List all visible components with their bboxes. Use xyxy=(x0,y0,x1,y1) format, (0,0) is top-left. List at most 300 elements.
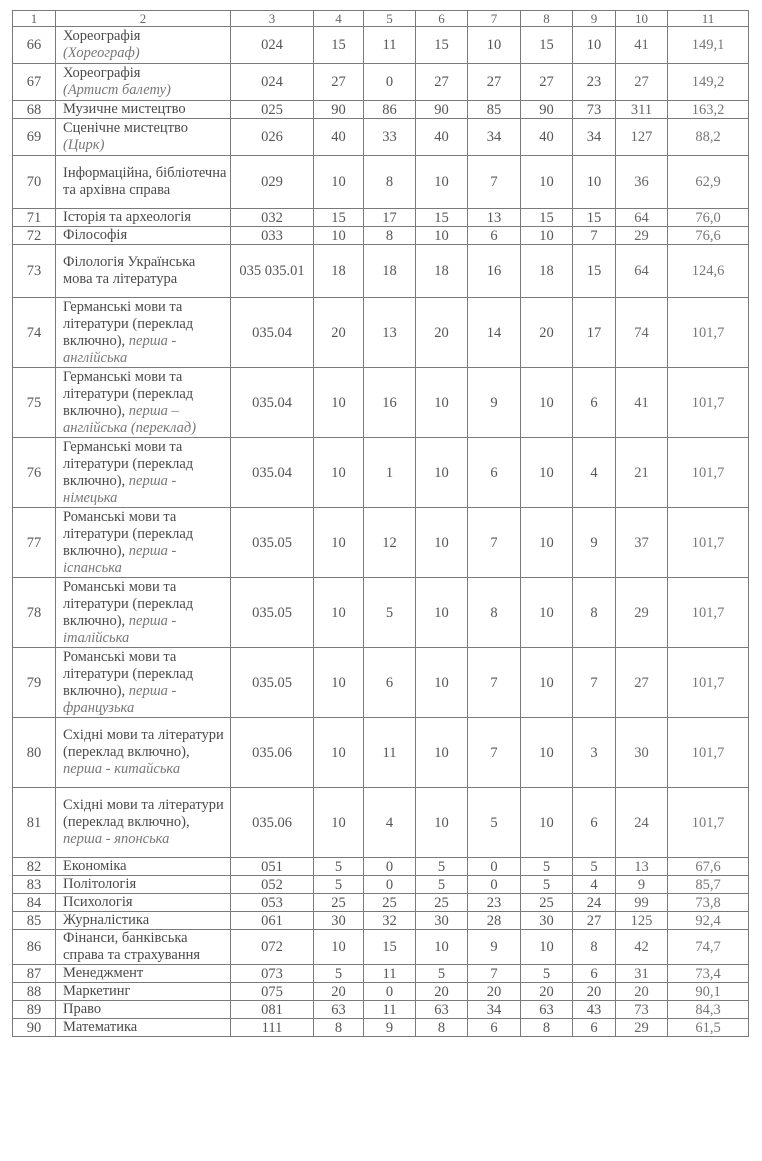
table-row xyxy=(13,119,749,156)
row-number-cell: 66 xyxy=(13,27,56,64)
value-cell-col-8: 15 xyxy=(521,209,573,227)
value-cell-col-10: 30 xyxy=(616,718,668,788)
row-number-cell: 67 xyxy=(13,64,56,101)
column-header: 2 xyxy=(56,11,231,27)
value-cell-col-8: 10 xyxy=(521,508,573,578)
column-header: 1 xyxy=(13,11,56,27)
specialty-code-cell: 035.05 xyxy=(231,578,314,648)
value-cell-col-6: 20 xyxy=(416,983,468,1001)
value-cell-col-7: 6 xyxy=(468,438,521,508)
value-cell-col-10: 127 xyxy=(616,119,668,156)
row-number-cell: 80 xyxy=(13,718,56,788)
specialty-qualification: перша - англійська xyxy=(63,332,177,366)
value-cell-col-4: 10 xyxy=(314,438,364,508)
column-header: 9 xyxy=(573,11,616,27)
row-number-cell: 70 xyxy=(13,156,56,209)
specialty-qualification: перша - французька xyxy=(63,682,177,716)
specialty-code-cell: 035.05 xyxy=(231,648,314,718)
value-cell-col-5: 0 xyxy=(364,858,416,876)
value-cell-col-10: 9 xyxy=(616,876,668,894)
value-cell-col-7: 14 xyxy=(468,298,521,368)
column-header: 3 xyxy=(231,11,314,27)
value-cell-col-4: 30 xyxy=(314,912,364,930)
specialty-name-cell xyxy=(56,438,231,508)
value-cell-col-4: 10 xyxy=(314,368,364,438)
value-cell-col-10: 29 xyxy=(616,227,668,245)
value-cell-col-10: 37 xyxy=(616,508,668,578)
value-cell-col-10: 27 xyxy=(616,64,668,101)
value-cell-col-9: 7 xyxy=(573,648,616,718)
value-cell-col-5: 16 xyxy=(364,368,416,438)
value-cell-col-8: 40 xyxy=(521,119,573,156)
value-cell-col-4: 90 xyxy=(314,101,364,119)
value-cell-col-8: 25 xyxy=(521,894,573,912)
specialty-name: Інформаційна, бібліотечна та архівна справа xyxy=(63,165,227,198)
value-cell-col-11: 124,6 xyxy=(668,245,749,298)
value-cell-col-8: 5 xyxy=(521,965,573,983)
table-row xyxy=(13,578,749,648)
table-row xyxy=(13,894,749,912)
row-number-cell: 87 xyxy=(13,965,56,983)
specialty-name-cell xyxy=(56,858,231,876)
table-row xyxy=(13,156,749,209)
value-cell-col-5: 11 xyxy=(364,965,416,983)
value-cell-col-4: 18 xyxy=(314,245,364,298)
value-cell-col-10: 73 xyxy=(616,1001,668,1019)
value-cell-col-8: 10 xyxy=(521,578,573,648)
specialty-qualification: (Хореограф) xyxy=(63,45,140,61)
table-row xyxy=(13,368,749,438)
specialty-code-cell: 035.05 xyxy=(231,508,314,578)
value-cell-col-7: 34 xyxy=(468,1001,521,1019)
value-cell-col-11: 149,2 xyxy=(668,64,749,101)
value-cell-col-9: 4 xyxy=(573,438,616,508)
value-cell-col-6: 10 xyxy=(416,227,468,245)
specialty-name-cell xyxy=(56,298,231,368)
specialty-name-cell xyxy=(56,965,231,983)
value-cell-col-7: 16 xyxy=(468,245,521,298)
value-cell-col-8: 10 xyxy=(521,788,573,858)
row-number-cell: 90 xyxy=(13,1019,56,1037)
row-number-cell: 82 xyxy=(13,858,56,876)
column-header: 5 xyxy=(364,11,416,27)
value-cell-col-9: 8 xyxy=(573,930,616,965)
row-number-cell: 88 xyxy=(13,983,56,1001)
value-cell-col-11: 88,2 xyxy=(668,119,749,156)
specialty-name-cell xyxy=(56,245,231,298)
specialty-name-cell xyxy=(56,1019,231,1037)
specialty-code-cell: 081 xyxy=(231,1001,314,1019)
value-cell-col-7: 5 xyxy=(468,788,521,858)
value-cell-col-9: 9 xyxy=(573,508,616,578)
table-row xyxy=(13,930,749,965)
specialty-code-cell: 111 xyxy=(231,1019,314,1037)
specialty-code-cell: 035.06 xyxy=(231,788,314,858)
row-number-cell: 73 xyxy=(13,245,56,298)
value-cell-col-6: 10 xyxy=(416,578,468,648)
value-cell-col-9: 34 xyxy=(573,119,616,156)
value-cell-col-6: 10 xyxy=(416,788,468,858)
table-row xyxy=(13,1001,749,1019)
value-cell-col-8: 30 xyxy=(521,912,573,930)
row-number-cell: 86 xyxy=(13,930,56,965)
specialty-name: Економіка xyxy=(63,858,127,874)
value-cell-col-4: 20 xyxy=(314,983,364,1001)
value-cell-col-7: 9 xyxy=(468,368,521,438)
value-cell-col-4: 15 xyxy=(314,27,364,64)
column-header: 4 xyxy=(314,11,364,27)
row-number-cell: 77 xyxy=(13,508,56,578)
value-cell-col-6: 8 xyxy=(416,1019,468,1037)
value-cell-col-7: 7 xyxy=(468,508,521,578)
table-row xyxy=(13,1019,749,1037)
specialty-name-cell xyxy=(56,930,231,965)
value-cell-col-11: 92,4 xyxy=(668,912,749,930)
column-header: 8 xyxy=(521,11,573,27)
table-row xyxy=(13,298,749,368)
value-cell-col-6: 27 xyxy=(416,64,468,101)
specialty-name-cell xyxy=(56,508,231,578)
value-cell-col-8: 20 xyxy=(521,298,573,368)
value-cell-col-11: 73,8 xyxy=(668,894,749,912)
value-cell-col-6: 20 xyxy=(416,298,468,368)
value-cell-col-7: 13 xyxy=(468,209,521,227)
value-cell-col-9: 10 xyxy=(573,156,616,209)
specialty-name: Східні мови та літератури (переклад включно), xyxy=(63,727,224,760)
specialty-name-cell xyxy=(56,648,231,718)
specialty-name: Хореографія xyxy=(63,28,141,44)
value-cell-col-11: 84,3 xyxy=(668,1001,749,1019)
value-cell-col-9: 6 xyxy=(573,1019,616,1037)
specialty-code-cell: 024 xyxy=(231,27,314,64)
column-header: 11 xyxy=(668,11,749,27)
value-cell-col-4: 5 xyxy=(314,965,364,983)
value-cell-col-7: 9 xyxy=(468,930,521,965)
specialty-code-cell: 025 xyxy=(231,101,314,119)
specialty-name-cell xyxy=(56,368,231,438)
value-cell-col-8: 20 xyxy=(521,983,573,1001)
table-row xyxy=(13,101,749,119)
value-cell-col-5: 17 xyxy=(364,209,416,227)
specialty-name-cell xyxy=(56,27,231,64)
value-cell-col-10: 21 xyxy=(616,438,668,508)
row-number-cell: 68 xyxy=(13,101,56,119)
specialty-name-cell xyxy=(56,119,231,156)
value-cell-col-5: 0 xyxy=(364,983,416,1001)
specialty-qualification: перша - японська xyxy=(63,831,170,847)
value-cell-col-4: 10 xyxy=(314,227,364,245)
value-cell-col-4: 15 xyxy=(314,209,364,227)
value-cell-col-5: 8 xyxy=(364,156,416,209)
specialty-name: Романські мови та літератури (переклад включно), xyxy=(63,508,194,559)
value-cell-col-11: 61,5 xyxy=(668,1019,749,1037)
value-cell-col-8: 18 xyxy=(521,245,573,298)
value-cell-col-5: 8 xyxy=(364,227,416,245)
row-number-cell: 81 xyxy=(13,788,56,858)
table-row xyxy=(13,64,749,101)
specialty-name: Романські мови та літератури (переклад включно), xyxy=(63,648,194,699)
value-cell-col-11: 74,7 xyxy=(668,930,749,965)
value-cell-col-10: 311 xyxy=(616,101,668,119)
row-number-cell: 76 xyxy=(13,438,56,508)
value-cell-col-6: 10 xyxy=(416,438,468,508)
value-cell-col-6: 10 xyxy=(416,930,468,965)
value-cell-col-9: 5 xyxy=(573,858,616,876)
value-cell-col-6: 25 xyxy=(416,894,468,912)
specialty-name: Політологія xyxy=(63,876,137,892)
specialty-code-cell: 073 xyxy=(231,965,314,983)
value-cell-col-8: 10 xyxy=(521,648,573,718)
value-cell-col-6: 10 xyxy=(416,156,468,209)
specialty-code-cell: 024 xyxy=(231,64,314,101)
specialty-code-cell: 033 xyxy=(231,227,314,245)
specialty-name: Германські мови та літератури (переклад включно), xyxy=(63,298,194,349)
value-cell-col-11: 62,9 xyxy=(668,156,749,209)
value-cell-col-5: 6 xyxy=(364,648,416,718)
value-cell-col-7: 7 xyxy=(468,648,521,718)
specialty-name-cell xyxy=(56,894,231,912)
value-cell-col-11: 101,7 xyxy=(668,298,749,368)
value-cell-col-7: 7 xyxy=(468,965,521,983)
column-header: 10 xyxy=(616,11,668,27)
value-cell-col-5: 0 xyxy=(364,64,416,101)
specialty-name-cell xyxy=(56,578,231,648)
value-cell-col-5: 13 xyxy=(364,298,416,368)
specialty-name: Філософія xyxy=(63,227,128,243)
specialty-name-cell xyxy=(56,101,231,119)
value-cell-col-9: 8 xyxy=(573,578,616,648)
value-cell-col-6: 5 xyxy=(416,858,468,876)
value-cell-col-9: 43 xyxy=(573,1001,616,1019)
specialty-name: Фінанси, банківська справа та страхування xyxy=(63,930,201,963)
value-cell-col-5: 12 xyxy=(364,508,416,578)
value-cell-col-4: 10 xyxy=(314,648,364,718)
value-cell-col-5: 86 xyxy=(364,101,416,119)
value-cell-col-6: 10 xyxy=(416,718,468,788)
value-cell-col-8: 10 xyxy=(521,718,573,788)
value-cell-col-10: 36 xyxy=(616,156,668,209)
value-cell-col-9: 15 xyxy=(573,245,616,298)
value-cell-col-8: 8 xyxy=(521,1019,573,1037)
value-cell-col-7: 85 xyxy=(468,101,521,119)
value-cell-col-6: 40 xyxy=(416,119,468,156)
value-cell-col-4: 10 xyxy=(314,578,364,648)
value-cell-col-7: 6 xyxy=(468,227,521,245)
specialty-name-cell xyxy=(56,209,231,227)
value-cell-col-8: 10 xyxy=(521,156,573,209)
value-cell-col-6: 10 xyxy=(416,648,468,718)
value-cell-col-11: 101,7 xyxy=(668,508,749,578)
specialty-name: Філологія Українська мова та література xyxy=(63,254,196,287)
value-cell-col-8: 15 xyxy=(521,27,573,64)
row-number-cell: 83 xyxy=(13,876,56,894)
specialty-name-cell xyxy=(56,983,231,1001)
value-cell-col-5: 11 xyxy=(364,1001,416,1019)
value-cell-col-7: 20 xyxy=(468,983,521,1001)
specialty-name: Маркетинг xyxy=(63,983,131,999)
specialty-name: Східні мови та літератури (переклад включно), xyxy=(63,797,224,830)
specialty-name: Хореографія xyxy=(63,65,141,81)
value-cell-col-9: 24 xyxy=(573,894,616,912)
value-cell-col-5: 4 xyxy=(364,788,416,858)
table-row xyxy=(13,27,749,64)
value-cell-col-8: 27 xyxy=(521,64,573,101)
value-cell-col-4: 5 xyxy=(314,876,364,894)
row-number-cell: 84 xyxy=(13,894,56,912)
value-cell-col-4: 10 xyxy=(314,930,364,965)
specialty-qualification: (Артист балету) xyxy=(63,82,171,98)
value-cell-col-10: 13 xyxy=(616,858,668,876)
column-header: 6 xyxy=(416,11,468,27)
value-cell-col-9: 10 xyxy=(573,27,616,64)
value-cell-col-5: 32 xyxy=(364,912,416,930)
value-cell-col-6: 5 xyxy=(416,965,468,983)
value-cell-col-6: 10 xyxy=(416,508,468,578)
value-cell-col-11: 101,7 xyxy=(668,648,749,718)
specialty-name: Менеджмент xyxy=(63,965,144,981)
value-cell-col-7: 6 xyxy=(468,1019,521,1037)
table-row xyxy=(13,209,749,227)
value-cell-col-11: 101,7 xyxy=(668,578,749,648)
value-cell-col-4: 8 xyxy=(314,1019,364,1037)
value-cell-col-11: 149,1 xyxy=(668,27,749,64)
value-cell-col-5: 5 xyxy=(364,578,416,648)
value-cell-col-4: 10 xyxy=(314,156,364,209)
value-cell-col-10: 99 xyxy=(616,894,668,912)
column-header: 7 xyxy=(468,11,521,27)
value-cell-col-7: 23 xyxy=(468,894,521,912)
value-cell-col-6: 15 xyxy=(416,27,468,64)
value-cell-col-8: 5 xyxy=(521,876,573,894)
value-cell-col-11: 101,7 xyxy=(668,438,749,508)
specialty-name: Історія та археологія xyxy=(63,209,192,225)
value-cell-col-4: 27 xyxy=(314,64,364,101)
value-cell-col-7: 28 xyxy=(468,912,521,930)
value-cell-col-5: 15 xyxy=(364,930,416,965)
value-cell-col-4: 10 xyxy=(314,788,364,858)
specialty-name: Сценічне мистецтво xyxy=(63,120,189,136)
specialty-name: Право xyxy=(63,1001,102,1017)
value-cell-col-11: 76,6 xyxy=(668,227,749,245)
value-cell-col-5: 0 xyxy=(364,876,416,894)
value-cell-col-7: 27 xyxy=(468,64,521,101)
row-number-cell: 75 xyxy=(13,368,56,438)
value-cell-col-9: 15 xyxy=(573,209,616,227)
value-cell-col-4: 20 xyxy=(314,298,364,368)
table-body xyxy=(13,27,749,1037)
specialty-name-cell xyxy=(56,1001,231,1019)
value-cell-col-8: 10 xyxy=(521,438,573,508)
value-cell-col-10: 125 xyxy=(616,912,668,930)
row-number-cell: 74 xyxy=(13,298,56,368)
specialty-name: Германські мови та літератури (переклад включно), xyxy=(63,438,194,489)
value-cell-col-7: 10 xyxy=(468,27,521,64)
specialty-name-cell xyxy=(56,718,231,788)
table-row xyxy=(13,227,749,245)
value-cell-col-4: 63 xyxy=(314,1001,364,1019)
specialty-code-cell: 035.04 xyxy=(231,438,314,508)
row-number-cell: 78 xyxy=(13,578,56,648)
specialty-code-cell: 029 xyxy=(231,156,314,209)
value-cell-col-7: 7 xyxy=(468,718,521,788)
value-cell-col-10: 41 xyxy=(616,368,668,438)
value-cell-col-10: 29 xyxy=(616,578,668,648)
value-cell-col-10: 20 xyxy=(616,983,668,1001)
row-number-cell: 89 xyxy=(13,1001,56,1019)
value-cell-col-5: 18 xyxy=(364,245,416,298)
value-cell-col-10: 27 xyxy=(616,648,668,718)
specialty-name-cell xyxy=(56,876,231,894)
table-row xyxy=(13,718,749,788)
value-cell-col-10: 64 xyxy=(616,209,668,227)
value-cell-col-4: 5 xyxy=(314,858,364,876)
value-cell-col-8: 63 xyxy=(521,1001,573,1019)
value-cell-col-9: 4 xyxy=(573,876,616,894)
value-cell-col-6: 15 xyxy=(416,209,468,227)
value-cell-col-7: 8 xyxy=(468,578,521,648)
value-cell-col-8: 10 xyxy=(521,368,573,438)
value-cell-col-9: 23 xyxy=(573,64,616,101)
value-cell-col-11: 101,7 xyxy=(668,368,749,438)
specialty-name: Романські мови та літератури (переклад включно), xyxy=(63,578,194,629)
table-row xyxy=(13,912,749,930)
specialty-code-cell: 051 xyxy=(231,858,314,876)
specialty-code-cell: 035.04 xyxy=(231,368,314,438)
value-cell-col-9: 20 xyxy=(573,983,616,1001)
value-cell-col-6: 5 xyxy=(416,876,468,894)
value-cell-col-9: 7 xyxy=(573,227,616,245)
value-cell-col-8: 10 xyxy=(521,930,573,965)
row-number-cell: 85 xyxy=(13,912,56,930)
row-number-cell: 69 xyxy=(13,119,56,156)
value-cell-col-4: 10 xyxy=(314,508,364,578)
value-cell-col-4: 40 xyxy=(314,119,364,156)
value-cell-col-6: 30 xyxy=(416,912,468,930)
value-cell-col-6: 18 xyxy=(416,245,468,298)
value-cell-col-11: 101,7 xyxy=(668,788,749,858)
value-cell-col-9: 3 xyxy=(573,718,616,788)
row-number-cell: 79 xyxy=(13,648,56,718)
specialty-name: Психологія xyxy=(63,894,133,910)
value-cell-col-7: 7 xyxy=(468,156,521,209)
specialty-name-cell xyxy=(56,788,231,858)
value-cell-col-8: 5 xyxy=(521,858,573,876)
value-cell-col-4: 25 xyxy=(314,894,364,912)
value-cell-col-6: 63 xyxy=(416,1001,468,1019)
value-cell-col-7: 0 xyxy=(468,876,521,894)
row-number-cell: 71 xyxy=(13,209,56,227)
value-cell-col-10: 29 xyxy=(616,1019,668,1037)
specialty-code-cell: 061 xyxy=(231,912,314,930)
admissions-table xyxy=(12,10,749,1037)
value-cell-col-11: 76,0 xyxy=(668,209,749,227)
value-cell-col-11: 101,7 xyxy=(668,718,749,788)
specialty-qualification: перша - німецька xyxy=(63,472,177,506)
specialty-qualification: перша - іспанська xyxy=(63,542,177,576)
value-cell-col-9: 6 xyxy=(573,368,616,438)
specialty-code-cell: 053 xyxy=(231,894,314,912)
value-cell-col-11: 85,7 xyxy=(668,876,749,894)
value-cell-col-11: 67,6 xyxy=(668,858,749,876)
value-cell-col-9: 73 xyxy=(573,101,616,119)
value-cell-col-5: 11 xyxy=(364,718,416,788)
specialty-name: Музичне мистецтво xyxy=(63,101,186,117)
specialty-name-cell xyxy=(56,227,231,245)
specialty-name-cell xyxy=(56,64,231,101)
specialty-qualification: перша - італійська xyxy=(63,612,177,646)
value-cell-col-11: 90,1 xyxy=(668,983,749,1001)
value-cell-col-11: 163,2 xyxy=(668,101,749,119)
